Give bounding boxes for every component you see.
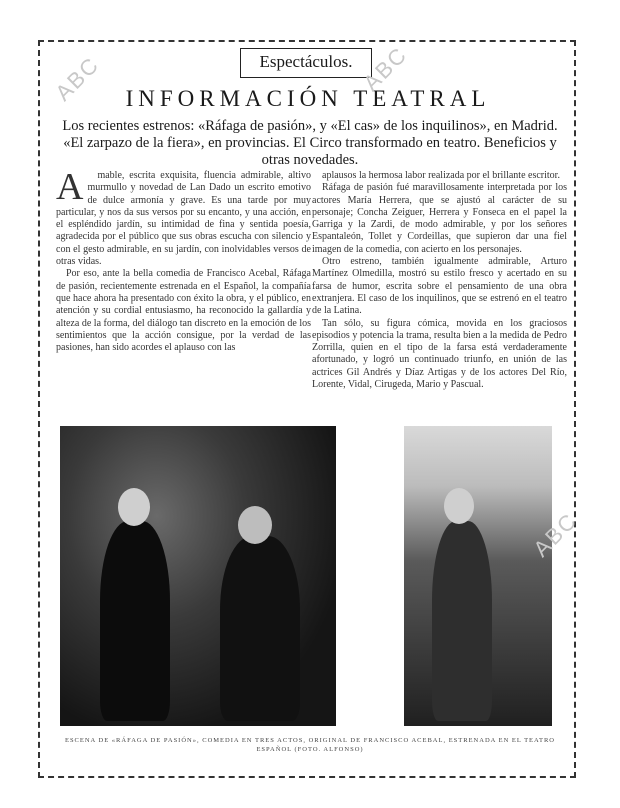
paragraph: Por eso, ante la bella comedia de Francisco Acebal, Ráfaga de pasión, recientemente estrenada en el Español, la compañía que hace ahora ha presentado con éxito la obra, y el público, en atención y su cordial entusiasmo, ha reconocido la gallardía y alteza de la forma, del diálogo tan discreto en la emoción de los sentimientos que la acción consigue, por la verdad de las pasiones, han sido acordes el aplauso con las <box>56 268 311 354</box>
paragraph: aplausos la hermosa labor realizada por el brillante escritor. <box>322 170 560 181</box>
watermark: ABC <box>528 507 583 562</box>
actress-head <box>238 506 272 544</box>
paragraph: mable, escrita exquisita, fluencia admirable, altivo murmullo y novedad de Lan Dado un escrito emotivo de dulce armonía y grave. Es una tarde por muy particular, y nos da sus versos por su encanto, y una acción, en el espléndido jardín, su intimidad de fina y sentida poesía, agradecida por el público que sus obras escucha con silencio y con el gesto admirable, en su jardín, con inolvidables versos de otras vidas. <box>56 170 311 268</box>
paragraph: Tan sólo, su figura cómica, movida en los graciosos episodios y potencia la trama, resulta bien a la medida de Pedro Zorrilla, quien en el tipo de la farsa está verdaderamente afortunado, y logró un continuado triunfo, en unión de las actrices Gil Andrés y Díaz Artigas y de los actores Del Río, Lorente, Vidal, Cirugeda, Mario y Pascual. <box>312 317 567 391</box>
actor-figure <box>432 521 492 721</box>
paragraph: Ráfaga de pasión fué maravillosamente interpretada por los actores María Herrera, que se ajustó al carácter de su personaje; Concha Zeiguer, Herrera y Fonseca en el papel la Garriga y la Zardi, de modo admirable, y por los señores Espantaleón, Tollet y Cordeillas, que supieron dar una fiel imagen de la comedia, con acierto en los personajes. <box>312 182 567 255</box>
section-heading: Espectáculos. <box>240 48 372 78</box>
watermark: ABC <box>358 41 413 96</box>
paragraph: Otro estreno, también igualmente admirable, Arturo Martínez Olmedilla, mostró su estilo fresco y acertado en su farsa de humor, escrita sobre el pensamiento de una obra extranjera. El caso de los inquilinos, que se estrenó en el teatro de la Latina. <box>312 256 567 317</box>
actress-figure <box>220 536 300 721</box>
stage-photo-left <box>60 426 336 726</box>
article-subtitle: Los recientes estrenos: «Ráfaga de pasión», y «El cas» de los inquilinos», en Madrid. «El zarpazo de la fiera», en provincias. El Circo transformado en teatro. Beneficios y otras novedades. <box>62 118 558 168</box>
actor-figure <box>100 521 170 721</box>
actor-head <box>118 488 150 526</box>
photo-caption: ESCENA DE «RÁFAGA DE PASIÓN», COMEDIA EN TRES ACTOS, ORIGINAL DE FRANCISCO ACEBAL, ESTRENADA EN EL TEATRO ESPAÑOL (FOTO. ALFONSO) <box>64 737 556 753</box>
actor-head <box>444 488 474 524</box>
text-column-right <box>312 170 567 412</box>
article-title: INFORMACIÓN TEATRAL <box>125 86 491 111</box>
drop-cap: A <box>56 170 84 208</box>
watermark: ABC <box>50 51 105 106</box>
stage-photo-right <box>404 426 552 726</box>
text-column-left <box>56 170 311 412</box>
